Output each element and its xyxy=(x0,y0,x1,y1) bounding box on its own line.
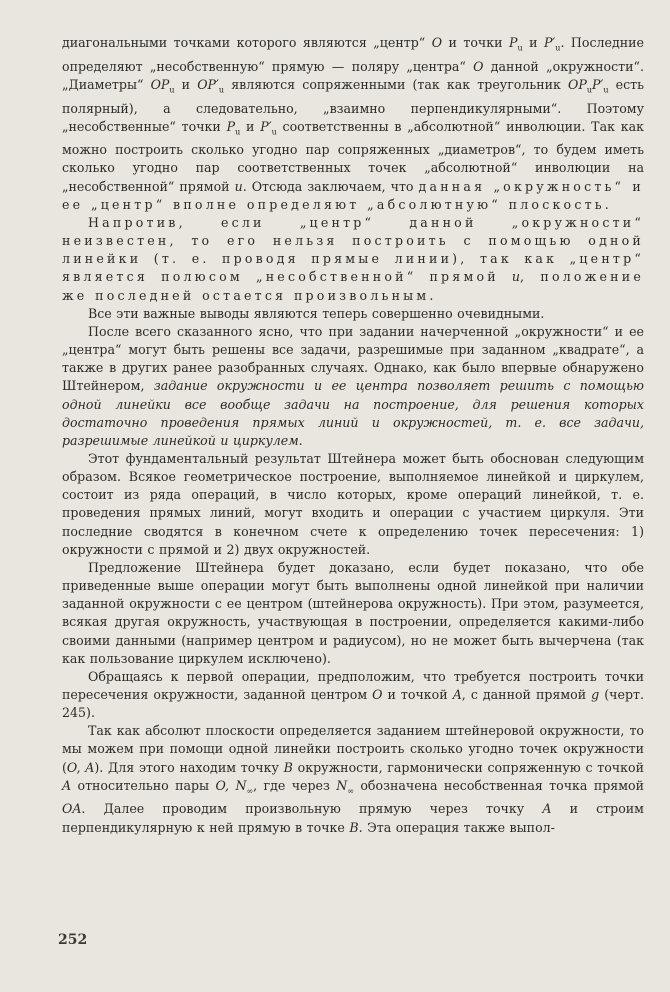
text-run: . Далее проводим произвольную прямую через точку xyxy=(81,801,543,817)
text-run: Обращаясь к первой операции, предположим, что требуется построить точки пересечения окружности, заданной центром xyxy=(62,668,644,703)
text-run: ). Для этого находим точку xyxy=(94,759,284,775)
italic-run: u xyxy=(234,178,243,194)
italic-run: P′ xyxy=(592,76,604,92)
paragraph xyxy=(62,214,644,305)
italic-run: P′ xyxy=(260,118,272,134)
italic-run: O xyxy=(372,687,383,703)
italic-run: P′ xyxy=(543,35,556,50)
paragraph xyxy=(62,722,644,836)
subscript: u xyxy=(555,43,561,53)
text-run: есть полярный), а следовательно, „взаимно перпендикулярными“. Поэтому „несобственные“ точки xyxy=(62,76,644,134)
italic-run: OA xyxy=(62,801,82,817)
italic-run: A xyxy=(62,777,72,793)
italic-run: g xyxy=(591,687,600,703)
text-run: . Эта операция также выпол- xyxy=(358,819,555,835)
text-run: . Последние определяют „несобственную“ прямую — поляру „центра“ xyxy=(62,35,644,74)
text-run: являются сопряженными (так как треугольник xyxy=(224,76,569,92)
subscript: u xyxy=(603,85,609,95)
text-run: . Отсюда заключаем, что xyxy=(242,178,419,194)
italic-run: O xyxy=(431,35,443,50)
paragraph xyxy=(62,559,644,668)
paragraph xyxy=(62,305,644,323)
text-run: (черт. 245). xyxy=(62,687,644,721)
italic-run: O, N xyxy=(215,777,247,793)
italic-run: B xyxy=(283,759,293,775)
text-run: и точкой xyxy=(382,687,453,703)
text-run: Все эти важные выводы являются теперь совершенно очевидными. xyxy=(88,305,545,321)
text-run: данная „окружность“ и ее „центр“ вполне определяют „абсолютную“ плоскость. xyxy=(62,178,644,212)
italic-run: B xyxy=(349,819,359,835)
text-run: и точки xyxy=(442,35,509,50)
italic-run: N xyxy=(336,777,348,793)
paragraph xyxy=(62,450,644,559)
italic-run: задание окружности и ее центра позволяет решить с помощью одной линейки все вообще задачи на построение, для решения которых достаточно проведения прямых линий и окружностей, т. е. все задачи, разрешимые линейкой и циркулем. xyxy=(62,378,645,448)
text-run: соответственны в „абсолютной“ инволюции. Так как можно построить сколько угодно пар сопряженных „диаметров“, то будем иметь сколько угодно пар соответственных точек „абсолютной“ инволюции на „несобственной“ прямой xyxy=(62,118,644,194)
italic-run: O xyxy=(473,58,484,74)
subscript: ∞ xyxy=(246,786,254,796)
text-run: Так как абсолют плоскости определяется заданием штейнеровой окружности, то мы можем при помощи одной линейки построить сколько угодно точек окружности ( xyxy=(62,723,644,775)
italic-run: OP′ xyxy=(197,76,219,92)
subscript: u xyxy=(517,43,523,53)
italic-run: u xyxy=(511,269,521,285)
page-number: 252 xyxy=(58,932,88,948)
italic-run: O, A xyxy=(66,759,95,775)
subscript: u xyxy=(218,85,225,95)
paragraph xyxy=(62,34,644,214)
subscript: u xyxy=(235,127,241,137)
text-run: окружности, гармонически сопряженную с точкой xyxy=(292,759,644,775)
text-run: Предложение Штейнера будет доказано, если будет показано, что обе приведенные выше операции могут быть выполнены одной линейкой при наличии заданной окружности с ее центром (штейнерова окружность). При этом, разумеется, всякая другая окружность, участвующая в построении, определяется какими-либо своими данными (например центром и радиусом), но не может быть вычерчена (так как пользование циркулем исключено). xyxy=(62,559,644,666)
text-run: Напротив, если „центр“ данной „окружности“ неизвестен, то его нельзя построить с помощью одной линейки (т. е. проводя прямые линии), так как „центр“ является полюсом „несобственной“ прямой xyxy=(62,214,644,285)
text-run: и xyxy=(522,35,544,50)
paragraph xyxy=(62,668,644,722)
italic-run: OP xyxy=(568,76,587,92)
text-run: данной „окружности“. „Диаметры“ xyxy=(62,58,644,92)
text-run: обозначена несобственная точка прямой xyxy=(353,777,644,793)
text-run: После всего сказанного ясно, что при задании начерченной „окружности“ и ее „центра“ могут быть решены все задачи, разрешимые при заданном „квадрате“, а также в других ранее разобранных случаях. Однако, как было впервые обнаружено Штейнером, xyxy=(62,323,644,394)
text-run: , с данной прямой xyxy=(461,687,592,703)
italic-run: A xyxy=(452,687,462,703)
italic-run: P xyxy=(226,118,236,134)
paragraph xyxy=(62,323,644,450)
text-body xyxy=(62,34,644,837)
italic-run: P xyxy=(508,35,518,50)
text-run: и xyxy=(174,76,198,92)
text-run: , где через xyxy=(253,777,337,793)
text-run: , положение же последней остается произвольным. xyxy=(62,269,644,303)
text-run: и строим перпендикулярную к ней прямую в точке xyxy=(62,801,644,835)
italic-run: OP xyxy=(150,76,170,92)
text-run: относительно пары xyxy=(71,777,216,793)
text-run: диагональными точками которого являются „центр“ xyxy=(62,35,432,50)
text-run: и xyxy=(240,118,261,134)
subscript: u xyxy=(271,127,277,137)
subscript: ∞ xyxy=(347,786,354,796)
subscript: u xyxy=(169,85,175,95)
subscript: u xyxy=(586,85,593,95)
italic-run: A xyxy=(542,801,552,817)
text-run: Этот фундаментальный результат Штейнера может быть обоснован следующим образом. Всякое геометрическое построение, выполняемое линейкой и циркулем, состоит из ряда операций, в число которых, кроме операций линейкой, т. е. проведения прямых линий, могут входить и операции с участием циркуля. Эти последние сводятся в конечном счете к определению точек пересечения: 1) окружности с прямой и 2) двух окружностей. xyxy=(62,450,644,557)
